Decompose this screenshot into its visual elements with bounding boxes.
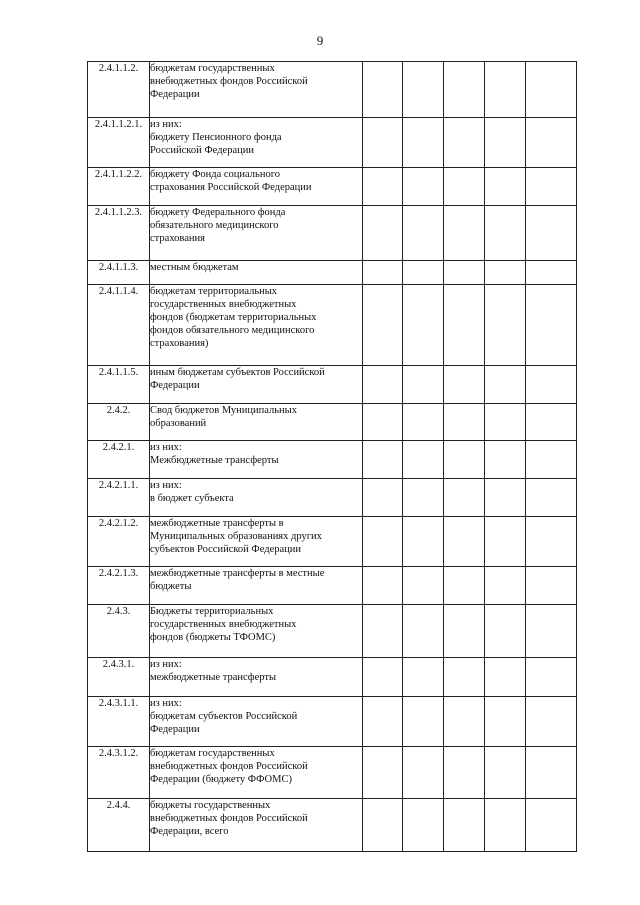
table-row bbox=[88, 567, 577, 605]
empty-value-cell bbox=[363, 261, 403, 285]
description-line: бюджету Пенсионного фонда bbox=[150, 132, 282, 143]
empty-value-cell bbox=[444, 567, 485, 605]
table-row bbox=[88, 261, 577, 285]
row-code: 2.4.1.1.2.1. bbox=[88, 118, 150, 168]
empty-value-cell bbox=[403, 366, 444, 404]
empty-value-cell bbox=[363, 517, 403, 567]
description-line: бюджету Фонда социального bbox=[150, 169, 280, 180]
description-line: страхования Российской Федерации bbox=[150, 182, 312, 193]
table-row bbox=[88, 658, 577, 697]
empty-value-cell bbox=[526, 62, 577, 118]
row-code: 2.4.1.1.3. bbox=[88, 261, 150, 285]
empty-value-cell bbox=[485, 441, 526, 479]
empty-value-cell bbox=[403, 261, 444, 285]
empty-value-cell bbox=[485, 206, 526, 261]
empty-value-cell bbox=[444, 118, 485, 168]
row-code: 2.4.4. bbox=[88, 799, 150, 852]
row-code: 2.4.3. bbox=[88, 605, 150, 658]
description-line: в бюджет субъекта bbox=[150, 493, 234, 504]
empty-value-cell bbox=[363, 605, 403, 658]
empty-value-cell bbox=[363, 747, 403, 799]
row-description bbox=[150, 747, 363, 799]
empty-value-cell bbox=[403, 605, 444, 658]
row-description bbox=[150, 285, 363, 366]
row-code: 2.4.2. bbox=[88, 404, 150, 441]
empty-value-cell bbox=[363, 799, 403, 852]
empty-value-cell bbox=[526, 517, 577, 567]
description-line: внебюджетных фондов Российской bbox=[150, 761, 308, 772]
empty-value-cell bbox=[485, 62, 526, 118]
description-line: Муниципальных образованиях других bbox=[150, 531, 322, 542]
empty-value-cell bbox=[485, 697, 526, 747]
row-description bbox=[150, 658, 363, 697]
empty-value-cell bbox=[485, 118, 526, 168]
empty-value-cell bbox=[526, 404, 577, 441]
row-description bbox=[150, 697, 363, 747]
row-description bbox=[150, 62, 363, 118]
description-line: Федерации bbox=[150, 89, 200, 100]
empty-value-cell bbox=[526, 799, 577, 852]
empty-value-cell bbox=[363, 168, 403, 206]
empty-value-cell bbox=[526, 567, 577, 605]
empty-value-cell bbox=[526, 285, 577, 366]
row-description bbox=[150, 366, 363, 404]
description-line: из них: bbox=[150, 119, 182, 130]
empty-value-cell bbox=[403, 62, 444, 118]
description-line: межбюджетные трансферты в bbox=[150, 518, 284, 529]
row-code: 2.4.2.1.2. bbox=[88, 517, 150, 567]
table-row bbox=[88, 697, 577, 747]
empty-value-cell bbox=[444, 366, 485, 404]
description-line: Российской Федерации bbox=[150, 145, 254, 156]
table-row bbox=[88, 62, 577, 118]
row-code: 2.4.1.1.5. bbox=[88, 366, 150, 404]
empty-value-cell bbox=[403, 799, 444, 852]
row-code: 2.4.2.1.3. bbox=[88, 567, 150, 605]
row-description bbox=[150, 168, 363, 206]
empty-value-cell bbox=[444, 261, 485, 285]
description-line: Межбюджетные трансферты bbox=[150, 455, 279, 466]
empty-value-cell bbox=[403, 567, 444, 605]
empty-value-cell bbox=[363, 441, 403, 479]
empty-value-cell bbox=[526, 366, 577, 404]
description-line: бюджету Федерального фонда bbox=[150, 207, 286, 218]
table-row bbox=[88, 441, 577, 479]
empty-value-cell bbox=[485, 366, 526, 404]
empty-value-cell bbox=[363, 404, 403, 441]
empty-value-cell bbox=[526, 441, 577, 479]
empty-value-cell bbox=[363, 118, 403, 168]
empty-value-cell bbox=[526, 206, 577, 261]
description-line: бюджетам территориальных bbox=[150, 286, 278, 297]
empty-value-cell bbox=[363, 658, 403, 697]
description-line: бюджетам субъектов Российской bbox=[150, 711, 298, 722]
empty-value-cell bbox=[363, 567, 403, 605]
table-row bbox=[88, 799, 577, 852]
empty-value-cell bbox=[485, 605, 526, 658]
row-code: 2.4.3.1.1. bbox=[88, 697, 150, 747]
row-description bbox=[150, 605, 363, 658]
empty-value-cell bbox=[485, 658, 526, 697]
empty-value-cell bbox=[526, 605, 577, 658]
empty-value-cell bbox=[363, 285, 403, 366]
table-row bbox=[88, 206, 577, 261]
description-line: образований bbox=[150, 418, 207, 429]
row-code: 2.4.3.1. bbox=[88, 658, 150, 697]
description-line: межбюджетные трансферты bbox=[150, 672, 276, 683]
empty-value-cell bbox=[403, 747, 444, 799]
empty-value-cell bbox=[526, 118, 577, 168]
description-line: Федерации (бюджету ФФОМС) bbox=[150, 774, 292, 785]
empty-value-cell bbox=[444, 206, 485, 261]
empty-value-cell bbox=[444, 605, 485, 658]
empty-value-cell bbox=[444, 747, 485, 799]
description-line: обязательного медицинского bbox=[150, 220, 279, 231]
empty-value-cell bbox=[444, 404, 485, 441]
empty-value-cell bbox=[485, 404, 526, 441]
empty-value-cell bbox=[403, 118, 444, 168]
empty-value-cell bbox=[485, 567, 526, 605]
row-code: 2.4.1.1.2. bbox=[88, 62, 150, 118]
row-description bbox=[150, 441, 363, 479]
table-row bbox=[88, 747, 577, 799]
description-line: Свод бюджетов Муниципальных bbox=[150, 405, 297, 416]
row-code: 2.4.2.1. bbox=[88, 441, 150, 479]
description-line: внебюджетных фондов Российской bbox=[150, 76, 308, 87]
table-row bbox=[88, 285, 577, 366]
empty-value-cell bbox=[485, 517, 526, 567]
row-description bbox=[150, 567, 363, 605]
empty-value-cell bbox=[403, 285, 444, 366]
row-code: 2.4.2.1.1. bbox=[88, 479, 150, 517]
description-line: бюджетам государственных bbox=[150, 63, 275, 74]
description-line: государственных внебюджетных bbox=[150, 619, 297, 630]
description-line: Федерации bbox=[150, 380, 200, 391]
empty-value-cell bbox=[485, 285, 526, 366]
empty-value-cell bbox=[444, 62, 485, 118]
empty-value-cell bbox=[444, 517, 485, 567]
empty-value-cell bbox=[444, 441, 485, 479]
page-number: 9 bbox=[316, 33, 324, 48]
description-line: бюджетам государственных bbox=[150, 748, 275, 759]
row-description bbox=[150, 404, 363, 441]
empty-value-cell bbox=[444, 799, 485, 852]
empty-value-cell bbox=[444, 658, 485, 697]
empty-value-cell bbox=[403, 441, 444, 479]
description-line: из них: bbox=[150, 659, 182, 670]
empty-value-cell bbox=[363, 479, 403, 517]
row-description bbox=[150, 479, 363, 517]
table-row bbox=[88, 168, 577, 206]
table-row bbox=[88, 118, 577, 168]
description-line: межбюджетные трансферты в местные bbox=[150, 568, 325, 579]
description-line: фондов (бюджетам территориальных bbox=[150, 312, 317, 323]
row-code: 2.4.1.1.2.3. bbox=[88, 206, 150, 261]
description-line: Бюджеты территориальных bbox=[150, 606, 274, 617]
empty-value-cell bbox=[363, 62, 403, 118]
row-description bbox=[150, 517, 363, 567]
empty-value-cell bbox=[403, 658, 444, 697]
row-description bbox=[150, 799, 363, 852]
row-code: 2.4.1.1.2.2. bbox=[88, 168, 150, 206]
empty-value-cell bbox=[403, 479, 444, 517]
row-code: 2.4.3.1.2. bbox=[88, 747, 150, 799]
table-row bbox=[88, 479, 577, 517]
empty-value-cell bbox=[485, 479, 526, 517]
row-description bbox=[150, 206, 363, 261]
empty-value-cell bbox=[485, 168, 526, 206]
description-line: Федерации bbox=[150, 724, 200, 735]
empty-value-cell bbox=[526, 697, 577, 747]
empty-value-cell bbox=[526, 747, 577, 799]
description-line: из них: bbox=[150, 480, 182, 491]
empty-value-cell bbox=[485, 261, 526, 285]
empty-value-cell bbox=[526, 261, 577, 285]
description-line: страхования bbox=[150, 233, 205, 244]
row-code: 2.4.1.1.4. bbox=[88, 285, 150, 366]
empty-value-cell bbox=[526, 658, 577, 697]
empty-value-cell bbox=[403, 697, 444, 747]
description-line: фондов обязательного медицинского bbox=[150, 325, 315, 336]
empty-value-cell bbox=[363, 206, 403, 261]
description-line: местным бюджетам bbox=[150, 262, 239, 273]
table-row bbox=[88, 404, 577, 441]
description-line: иным бюджетам субъектов Российской bbox=[150, 367, 325, 378]
description-line: субъектов Российской Федерации bbox=[150, 544, 302, 555]
description-line: внебюджетных фондов Российской bbox=[150, 813, 308, 824]
empty-value-cell bbox=[403, 168, 444, 206]
row-description bbox=[150, 261, 363, 285]
table-row bbox=[88, 366, 577, 404]
empty-value-cell bbox=[444, 697, 485, 747]
budget-table bbox=[87, 61, 577, 852]
empty-value-cell bbox=[403, 517, 444, 567]
empty-value-cell bbox=[403, 404, 444, 441]
description-line: из них: bbox=[150, 442, 182, 453]
description-line: фондов (бюджеты ТФОМС) bbox=[150, 632, 276, 643]
empty-value-cell bbox=[485, 799, 526, 852]
description-line: Федерации, всего bbox=[150, 826, 229, 837]
description-line: бюджеты государственных bbox=[150, 800, 271, 811]
empty-value-cell bbox=[444, 285, 485, 366]
empty-value-cell bbox=[526, 479, 577, 517]
description-line: государственных внебюджетных bbox=[150, 299, 297, 310]
empty-value-cell bbox=[363, 697, 403, 747]
empty-value-cell bbox=[403, 206, 444, 261]
empty-value-cell bbox=[444, 168, 485, 206]
empty-value-cell bbox=[485, 747, 526, 799]
description-line: из них: bbox=[150, 698, 182, 709]
table-row bbox=[88, 605, 577, 658]
table-row bbox=[88, 517, 577, 567]
empty-value-cell bbox=[444, 479, 485, 517]
row-description bbox=[150, 118, 363, 168]
empty-value-cell bbox=[363, 366, 403, 404]
description-line: бюджеты bbox=[150, 581, 192, 592]
empty-value-cell bbox=[526, 168, 577, 206]
description-line: страхования) bbox=[150, 338, 209, 349]
